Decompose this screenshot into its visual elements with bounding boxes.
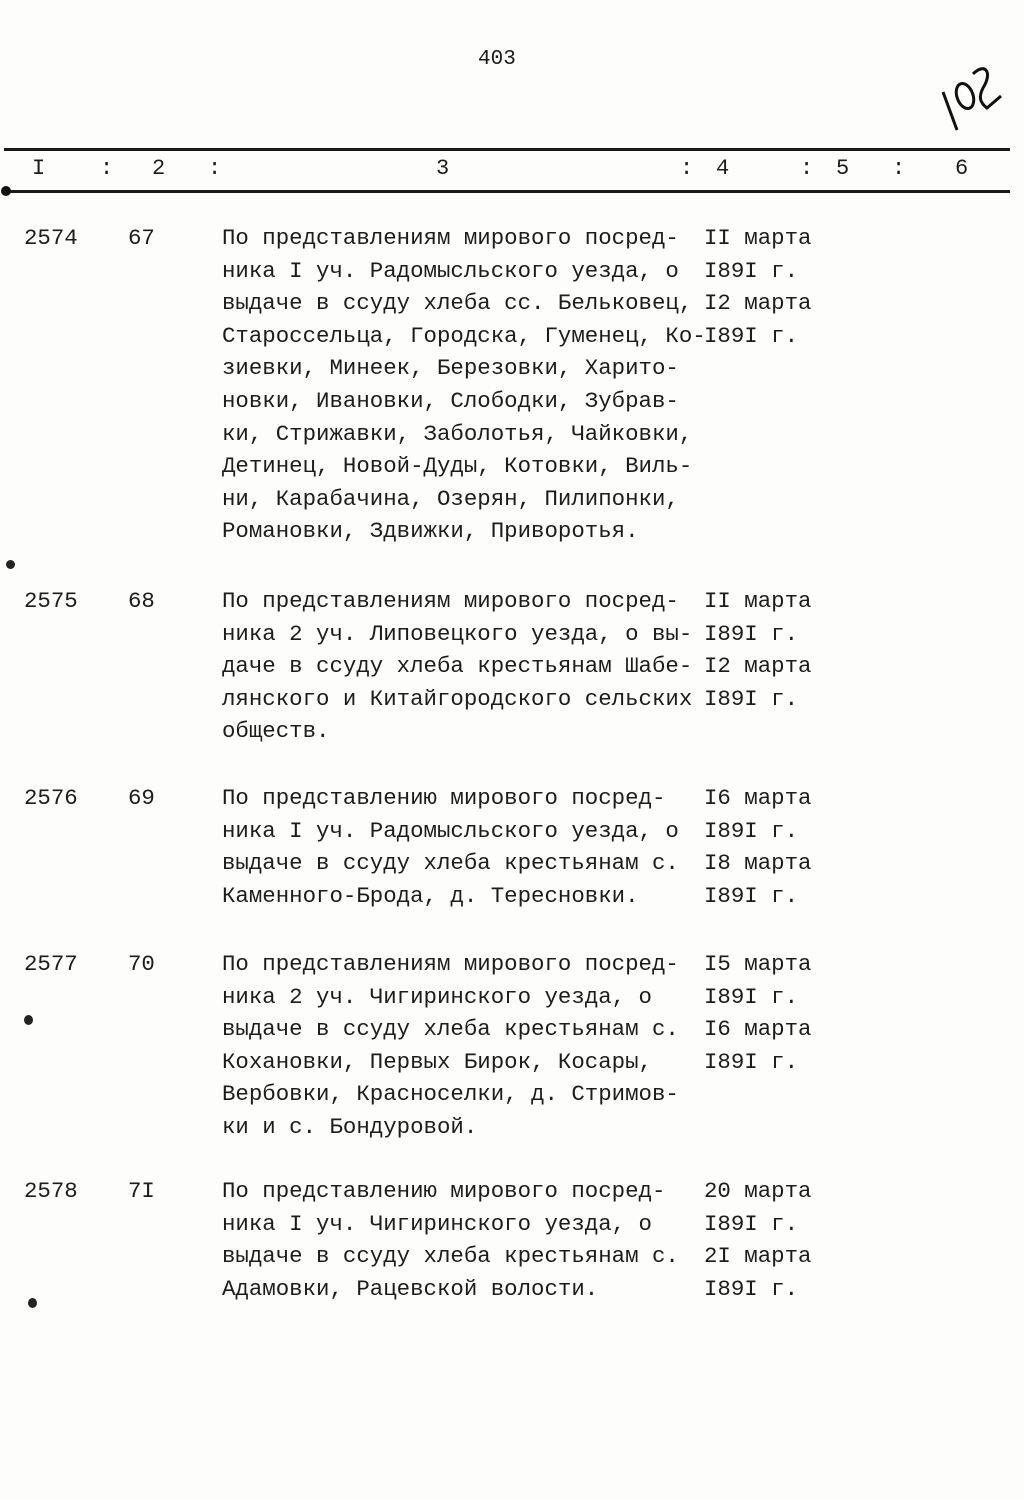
description-line: ника 2 уч. Липовецкого уезда, о вы- <box>222 620 693 647</box>
entry-inventory-number: 70 <box>128 951 155 977</box>
entry-number: 2578 <box>24 1178 78 1204</box>
description-line: выдаче в ссуду хлеба сс. Бельковец, <box>222 290 693 317</box>
description-line: выдаче в ссуду хлеба крестьянам с. <box>222 1016 679 1043</box>
description-line: ника I уч. Чигиринского уезда, о <box>222 1210 652 1237</box>
entry-inventory-number: 67 <box>128 225 155 251</box>
description-line: По представлениям мирового посред- <box>222 588 679 614</box>
entry-inventory-number: 69 <box>128 785 155 811</box>
description-line: По представлениям мирового посред- <box>222 951 679 977</box>
column-header-2: 2 <box>152 156 166 181</box>
description-line: По представлению мирового посред- <box>222 1178 666 1204</box>
table-header-bottom-rule <box>4 190 1010 193</box>
description-line: даче в ссуду хлеба крестьянам Шабе- <box>222 653 693 680</box>
column-separator: : <box>800 156 814 181</box>
description-line: Романовки, Здвижки, Приворотья. <box>222 518 639 545</box>
date-line: 20 марта <box>704 1178 812 1204</box>
column-header-3: 3 <box>436 156 450 181</box>
date-line: I89I г. <box>704 620 799 647</box>
date-line: I89I г. <box>704 685 799 712</box>
date-line: I89I г. <box>704 1048 799 1075</box>
date-line: I89I г. <box>704 322 799 349</box>
date-line: I89I г. <box>704 257 799 284</box>
ink-blot <box>28 1298 37 1308</box>
entry-number: 2576 <box>24 785 78 811</box>
entry-dates <box>704 782 812 912</box>
description-line: ки и с. Бондуровой. <box>222 1113 478 1140</box>
date-line: I2 марта <box>704 290 812 317</box>
date-line: I5 марта <box>704 951 812 977</box>
date-line: I6 марта <box>704 1016 812 1043</box>
description-line: ника I уч. Радомысльского уезда, о <box>222 257 679 284</box>
description-line: ни, Карабачина, Озерян, Пилипонки, <box>222 485 679 512</box>
entry-number: 2575 <box>24 588 78 614</box>
entry-inventory-number: 68 <box>128 588 155 614</box>
description-line: Детинец, Новой-Дуды, Котовки, Виль- <box>222 453 693 480</box>
entry-description <box>222 948 679 1144</box>
description-line: зиевки, Минеек, Березовки, Харито- <box>222 355 679 382</box>
ink-blot <box>1 186 11 196</box>
description-line: ки, Стрижавки, Заболотья, Чайковки, <box>222 420 693 447</box>
entry-description <box>222 782 679 912</box>
column-header-6: 6 <box>955 156 969 181</box>
page-number: 403 <box>478 48 516 71</box>
entry-number: 2577 <box>24 951 78 977</box>
entry-description <box>222 222 706 548</box>
description-line: новки, Ивановки, Слободки, Зубрав- <box>222 387 679 414</box>
description-line: ника 2 уч. Чигиринского уезда, о <box>222 983 652 1010</box>
ink-blot <box>6 560 15 569</box>
ink-blot <box>24 1015 33 1025</box>
entry-description <box>222 1175 679 1305</box>
date-line: I89I г. <box>704 1210 799 1237</box>
date-line: I89I г. <box>704 1275 799 1302</box>
date-line: I6 марта <box>704 785 812 811</box>
entry-dates <box>704 585 812 715</box>
description-line: Адамовки, Рацевской волости. <box>222 1275 599 1302</box>
date-line: II марта <box>704 225 812 251</box>
description-line: выдаче в ссуду хлеба крестьянам с. <box>222 1243 679 1270</box>
description-line: Вербовки, Красноселки, д. Стримов- <box>222 1081 679 1108</box>
entry-dates <box>704 948 812 1078</box>
column-separator: : <box>100 156 114 181</box>
description-line: выдаче в ссуду хлеба крестьянам с. <box>222 850 679 877</box>
date-line: I89I г. <box>704 882 799 909</box>
date-line: I2 марта <box>704 653 812 680</box>
column-separator: : <box>208 156 222 181</box>
date-line: 2I марта <box>704 1243 812 1270</box>
entry-number: 2574 <box>24 225 78 251</box>
entry-dates <box>704 222 812 352</box>
column-header-1: I <box>32 156 46 181</box>
entry-inventory-number: 7I <box>128 1178 155 1204</box>
date-line: II марта <box>704 588 812 614</box>
description-line: По представлениям мирового посред- <box>222 225 679 251</box>
description-line: лянского и Китайгородского сельских <box>222 685 693 712</box>
column-header-5: 5 <box>836 156 850 181</box>
column-separator: : <box>680 156 694 181</box>
date-line: I89I г. <box>704 817 799 844</box>
description-line: Каменного-Брода, д. Тересновки. <box>222 882 639 909</box>
entry-description <box>222 585 692 748</box>
handwritten-folio-number <box>935 52 1005 132</box>
date-line: I89I г. <box>704 983 799 1010</box>
description-line: По представлению мирового посред- <box>222 785 666 811</box>
description-line: ника I уч. Радомысльского уезда, о <box>222 817 679 844</box>
table-header-top-rule <box>4 148 1010 151</box>
description-line: обществ. <box>222 718 330 745</box>
column-separator: : <box>892 156 906 181</box>
date-line: I8 марта <box>704 850 812 877</box>
column-header-4: 4 <box>716 156 730 181</box>
description-line: Кохановки, Первых Бирок, Косары, <box>222 1048 652 1075</box>
entry-dates <box>704 1175 812 1305</box>
description-line: Староссельца, Городска, Гуменец, Ко- <box>222 322 706 349</box>
